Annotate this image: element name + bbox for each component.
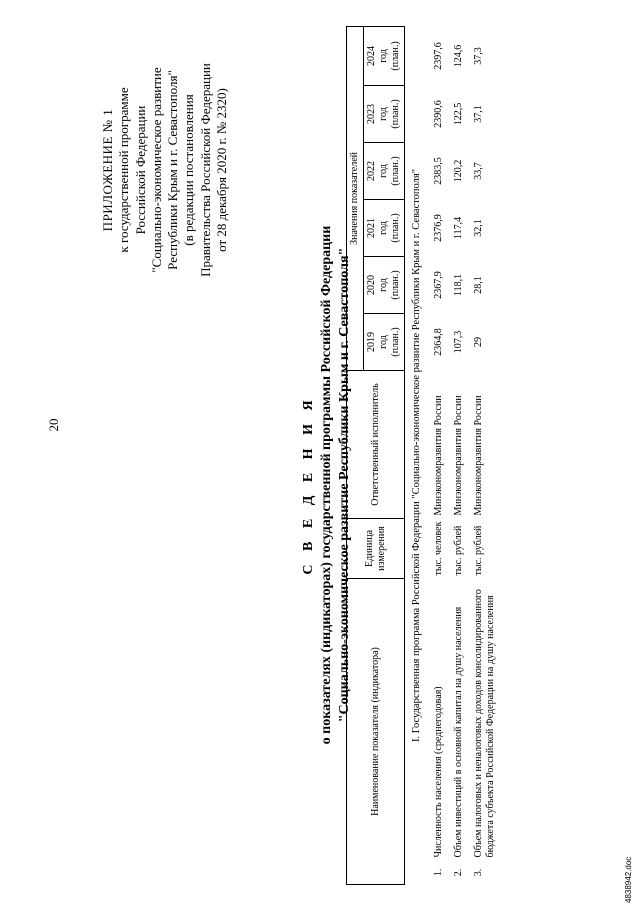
header-year-2019: 2019 год (план.)	[364, 313, 405, 370]
appendix-line: Российской Федерации	[132, 105, 148, 235]
row-value-2023: 37,1	[473, 105, 484, 123]
appendix-line: от 28 декабря 2020 г. № 2320)	[214, 88, 230, 252]
row-executor: Минэкономразвития России	[433, 395, 444, 516]
row-executor: Минэкономразвития России	[473, 395, 484, 516]
title-program-name: "Социально-экономическое развитие Республики Крым и г. Севастополя"	[337, 247, 352, 723]
appendix-line: Республики Крым и г. Севастополя"	[165, 70, 181, 270]
appendix-line: к государственной программе	[116, 87, 132, 253]
row-value-2020: 28,1	[473, 276, 484, 294]
row-value-2024: 124,6	[453, 44, 464, 68]
header-year-2022: 2022 год (план.)	[364, 142, 405, 199]
row-value-2019: 29	[473, 336, 484, 347]
row-value-2020: 2367,9	[433, 271, 444, 299]
section-title: I. Государственная программа Российской Федерации "Социально-экономическое развитие Республики Крым и г. Севастополя"	[411, 168, 422, 742]
row-number: 3.	[473, 868, 484, 877]
indicators-table	[346, 26, 499, 885]
header-unit: Единица измерения	[347, 518, 405, 578]
row-value-2022: 33,7	[473, 162, 484, 180]
row-value-2023: 2390,6	[433, 100, 444, 128]
header-year-2020: 2020 год (план.)	[364, 256, 405, 313]
header-year-2021: 2021 год (план.)	[364, 199, 405, 256]
row-number: 1.	[433, 868, 444, 877]
table-row	[427, 26, 447, 884]
row-unit: тыс. человек	[433, 521, 444, 576]
appendix-heading: ПРИЛОЖЕНИЕ № 1	[100, 108, 115, 232]
table-section-row	[405, 26, 428, 884]
row-indicator-name: Объем налоговых и неналоговых доходов консолидированного бюджета субъекта Российской Федерации на душу населения	[473, 589, 496, 858]
row-value-2019: 2364,8	[433, 328, 444, 356]
row-unit: тыс. рублей	[473, 525, 484, 576]
header-year-2023: 2023 год (план.)	[364, 85, 405, 142]
title-subtitle: о показателях (индикаторах) государственной программы Российской Федерации	[319, 225, 334, 745]
row-value-2021: 32,1	[473, 219, 484, 237]
table-row	[447, 26, 467, 884]
row-value-2021: 117,4	[453, 216, 464, 240]
header-year-2024: 2024 год (план.)	[364, 26, 405, 85]
row-number: 2.	[453, 868, 464, 877]
row-executor: Минэкономразвития России	[453, 395, 464, 516]
row-indicator-name: Численность населения (среднегодовая)	[433, 686, 444, 858]
row-value-2021: 2376,9	[433, 214, 444, 242]
row-indicator-name: Объем инвестиций в основной капитал на душу населения	[453, 606, 464, 858]
header-indicator-name: Наименование показателя (индикатора)	[347, 578, 405, 884]
appendix-line: Правительства Российской Федерации	[197, 63, 213, 277]
title-heading: С В Е Д Е Н И Я	[301, 395, 316, 575]
header-executor: Ответственный исполнитель	[347, 370, 405, 518]
page-number: 20	[46, 418, 61, 432]
table-row	[467, 26, 499, 884]
footer-file-code: 4838942.doc	[624, 856, 633, 903]
row-value-2024: 2397,6	[433, 42, 444, 70]
row-value-2020: 118,1	[453, 273, 464, 297]
row-value-2022: 2383,5	[433, 157, 444, 185]
row-value-2022: 120,2	[453, 159, 464, 183]
row-unit: тыс. рублей	[453, 525, 464, 576]
row-value-2023: 122,5	[453, 102, 464, 126]
row-value-2024: 37,3	[473, 47, 484, 65]
row-value-2019: 107,3	[453, 330, 464, 354]
table-header-row	[347, 26, 364, 884]
appendix-line: "Социально-экономическое развитие	[148, 67, 164, 273]
appendix-block	[100, 40, 230, 300]
appendix-line: (в редакции постановления	[181, 94, 197, 246]
header-values: Значения показателей	[347, 26, 364, 370]
